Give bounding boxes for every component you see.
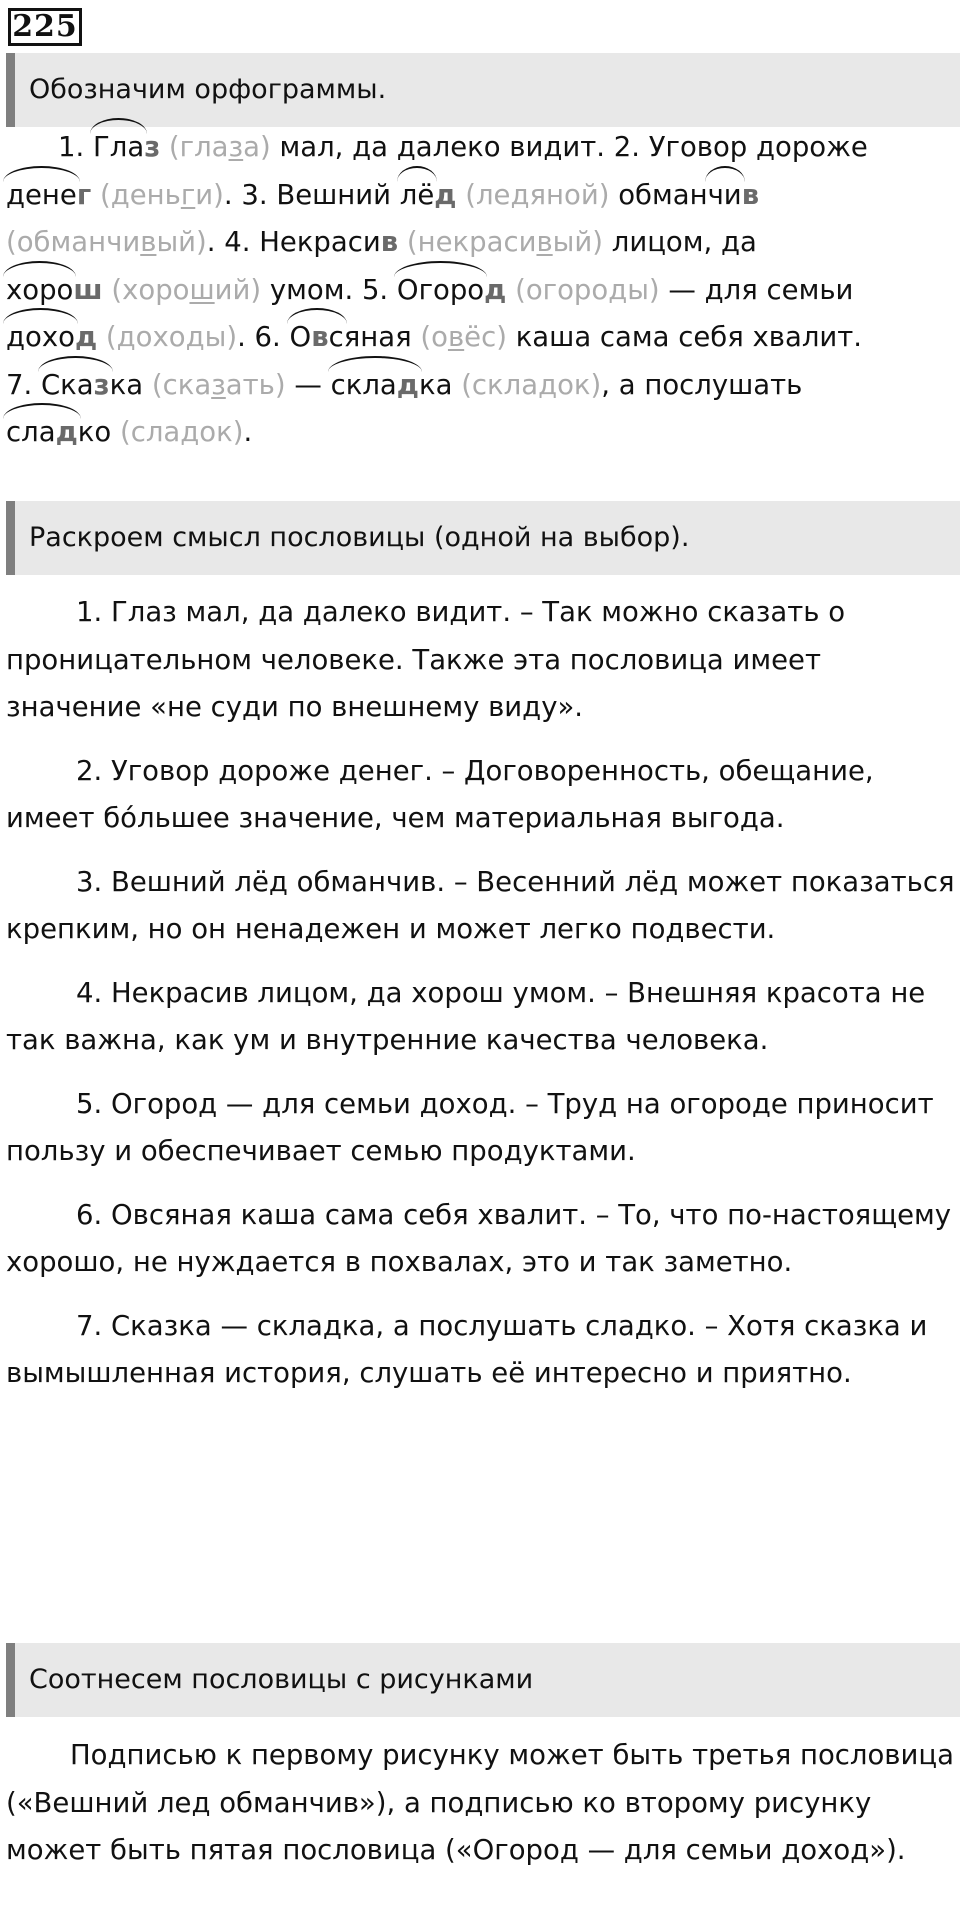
section-header-pictures: Соотнесем пословицы с рисунками [6,1643,960,1717]
meaning-6: 6. Овсяная каша сама себя хвалит. – То, что по-настоящему хорошо, не нуждается в похвалах, это и так заметно. [6,1198,952,1278]
spelling-exercise: 1. Глаз (глаза) мал, да далеко видит. 2. Уговор дороже денег (деньги). 3. Вешний лёд (ледяной) обманчив (обманчивый). 4. Некрасив (некрасивый) лицом, да хорош (хороший) умом. 5. Огород (огороды) — для семьи доход (доходы). 6. Овсяная (овёс) каша сама себя хвалит. 7. Сказка (сказать) — складка (складок), а послушать сладко (сладок). [6,124,956,457]
meaning-3: 3. Вешний лёд обманчив. – Весенний лёд может показаться крепким, но он ненадежен и может легко подвести. [6,865,955,945]
section-header-meanings: Раскроем смысл пословицы (одной на выбор). [6,501,960,575]
meaning-2: 2. Уговор дороже денег. – Договоренность, обещание, имеет бóльшее значение, чем материальная выгода. [6,754,874,834]
meaning-7: 7. Сказка — складка, а послушать сладко. – Хотя сказка и вымышленная история, слушать её интересно и приятно. [6,1309,928,1389]
conclusion-text [6,1732,956,1875]
conclusion-paragraph: Подписью к первому рисунку может быть третья пословица («Вешний лед обманчив»), а подписью ко второму рисунку может быть пятая пословица («Огород — для семьи доход»). [6,1739,954,1866]
meaning-1: 1. Глаз мал, да далеко видит. – Так можно сказать о проницательном человеке. Также эта пословица имеет значение «не суди по внешнему виду». [6,596,846,723]
meaning-5: 5. Огород — для семьи доход. – Труд на огороде приносит пользу и обеспечивает семью продуктами. [6,1087,934,1167]
meaning-4: 4. Некрасив лицом, да хорош умом. – Внешняя красота не так важна, как ум и внутренние качества человека. [6,976,926,1056]
task-number: 225 [8,8,82,46]
meanings-list [6,589,956,1398]
section-header-spellings: Обозначим орфограммы. [6,53,960,127]
